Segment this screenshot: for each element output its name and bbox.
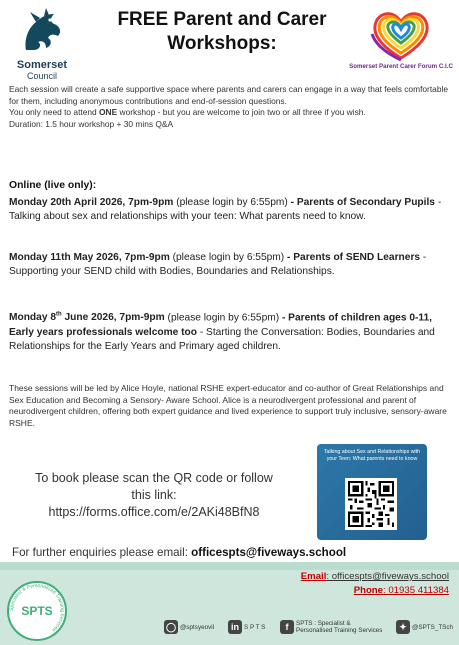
linkedin-icon: in xyxy=(228,620,242,634)
session-login: (please login by 6:55pm) xyxy=(164,312,282,324)
contact-email: Email: officespts@fiveways.school xyxy=(300,571,449,582)
social-linkedin[interactable]: in S P T S xyxy=(228,620,265,634)
session-description: - Supporting your SEND child with Bodies, Boundaries and Relationships. xyxy=(9,252,427,278)
session-item-3 xyxy=(9,308,445,355)
qr-code[interactable] xyxy=(345,478,397,530)
forum-caption: Somerset Parent Carer Forum C.I.C xyxy=(349,63,453,70)
session-login: (please login by 6:55pm) xyxy=(169,252,288,263)
qr-card-caption: Talking about Sex and Relationships with your Teen: What parents need to know xyxy=(323,449,421,462)
parent-carer-forum-logo xyxy=(346,4,456,76)
social-twitter[interactable]: ✦ @SPTS_TSch xyxy=(396,620,453,634)
enquiry-email[interactable]: officespts@fiveways.school xyxy=(191,546,347,559)
contact-details xyxy=(301,570,449,598)
duration-text: Duration: 1.5 hour workshop + 30 mins Q&A xyxy=(9,118,174,129)
social-facebook[interactable]: f SPTS : Specialist & Personalised Training Services xyxy=(280,620,382,634)
session-description: - Talking about sex and relationships with your teen: What parents need to know. xyxy=(9,197,442,223)
twitter-icon: ✦ xyxy=(396,620,410,634)
social-instagram[interactable]: ◯ @sptsyeovil xyxy=(164,620,214,634)
online-heading: Online (live only): xyxy=(9,180,97,191)
social-links xyxy=(160,620,459,640)
session-description: - Starting the Conversation: Bodies, Boundaries and Relationships for the Early Years and Primary aged children. xyxy=(9,326,435,353)
session-item-2 xyxy=(9,251,445,280)
page-title: FREE Parent and Carer Workshops: xyxy=(117,9,327,54)
instagram-icon: ◯ xyxy=(164,620,178,634)
contact-phone: Phone: 01935 411384 xyxy=(353,585,449,596)
session-audience: - Parents of Secondary Pupils xyxy=(290,197,435,208)
session-login: (please login by 6:55pm) xyxy=(173,197,291,208)
spts-ring-text: Specialist & Personalised Training Services xyxy=(8,582,66,633)
somerset-council-logo xyxy=(6,6,78,86)
session-date: Monday 20th April 2026, 7pm-9pm xyxy=(9,197,174,208)
booking-instructions: To book please scan the QR code or follow this link: https://forms.office.com/e/2AKi48BfN8 xyxy=(14,470,294,521)
intro-paragraph: Each session will create a safe supportive space where parents and carers can engage in a way that feels comfortable for them, including anonymous contributions and end-of-session questions. xyxy=(9,84,449,106)
facebook-icon: f xyxy=(280,620,294,634)
booking-link[interactable]: https://forms.office.com/e/2AKi48BfN8 xyxy=(48,505,260,519)
council-label: Council xyxy=(26,71,57,81)
intro-text xyxy=(9,84,455,130)
enquiry-line: For further enquiries please email: officespts@fiveways.school xyxy=(12,546,347,559)
council-name: Somerset xyxy=(16,59,68,71)
session-date: Monday 8th June 2026, 7pm-9pm xyxy=(9,312,165,324)
spts-logo xyxy=(6,580,68,642)
session-audience: - Parents of children ages 0-11, Early years professionals welcome too xyxy=(9,312,432,338)
rainbow-heart-icon xyxy=(368,4,434,62)
spts-logo-text: SPTS xyxy=(21,604,53,618)
attendance-note: You only need to attend ONE workshop - but you are welcome to join two or all three if you wish. xyxy=(9,107,366,117)
session-audience: - Parents of SEND Learners xyxy=(287,252,421,263)
footer-band xyxy=(0,562,459,570)
session-item-1 xyxy=(9,196,445,225)
qr-code-card[interactable] xyxy=(317,444,427,540)
qr-code-icon xyxy=(348,481,394,527)
facilitator-bio: These sessions will be led by Alice Hoyle, national RSHE expert-educator and co-author of Great Relationships and Sex Education and Becoming a Sensory- Aware School. Alice is a neurodivergent professional and parent of neurodivergent children, offering both expert guidance and lived experience to support truly inclusive, sensory-aware RSHE. xyxy=(9,383,447,428)
dragon-icon xyxy=(16,6,68,58)
session-date: Monday 11th May 2026, 7pm-9pm xyxy=(9,252,170,263)
